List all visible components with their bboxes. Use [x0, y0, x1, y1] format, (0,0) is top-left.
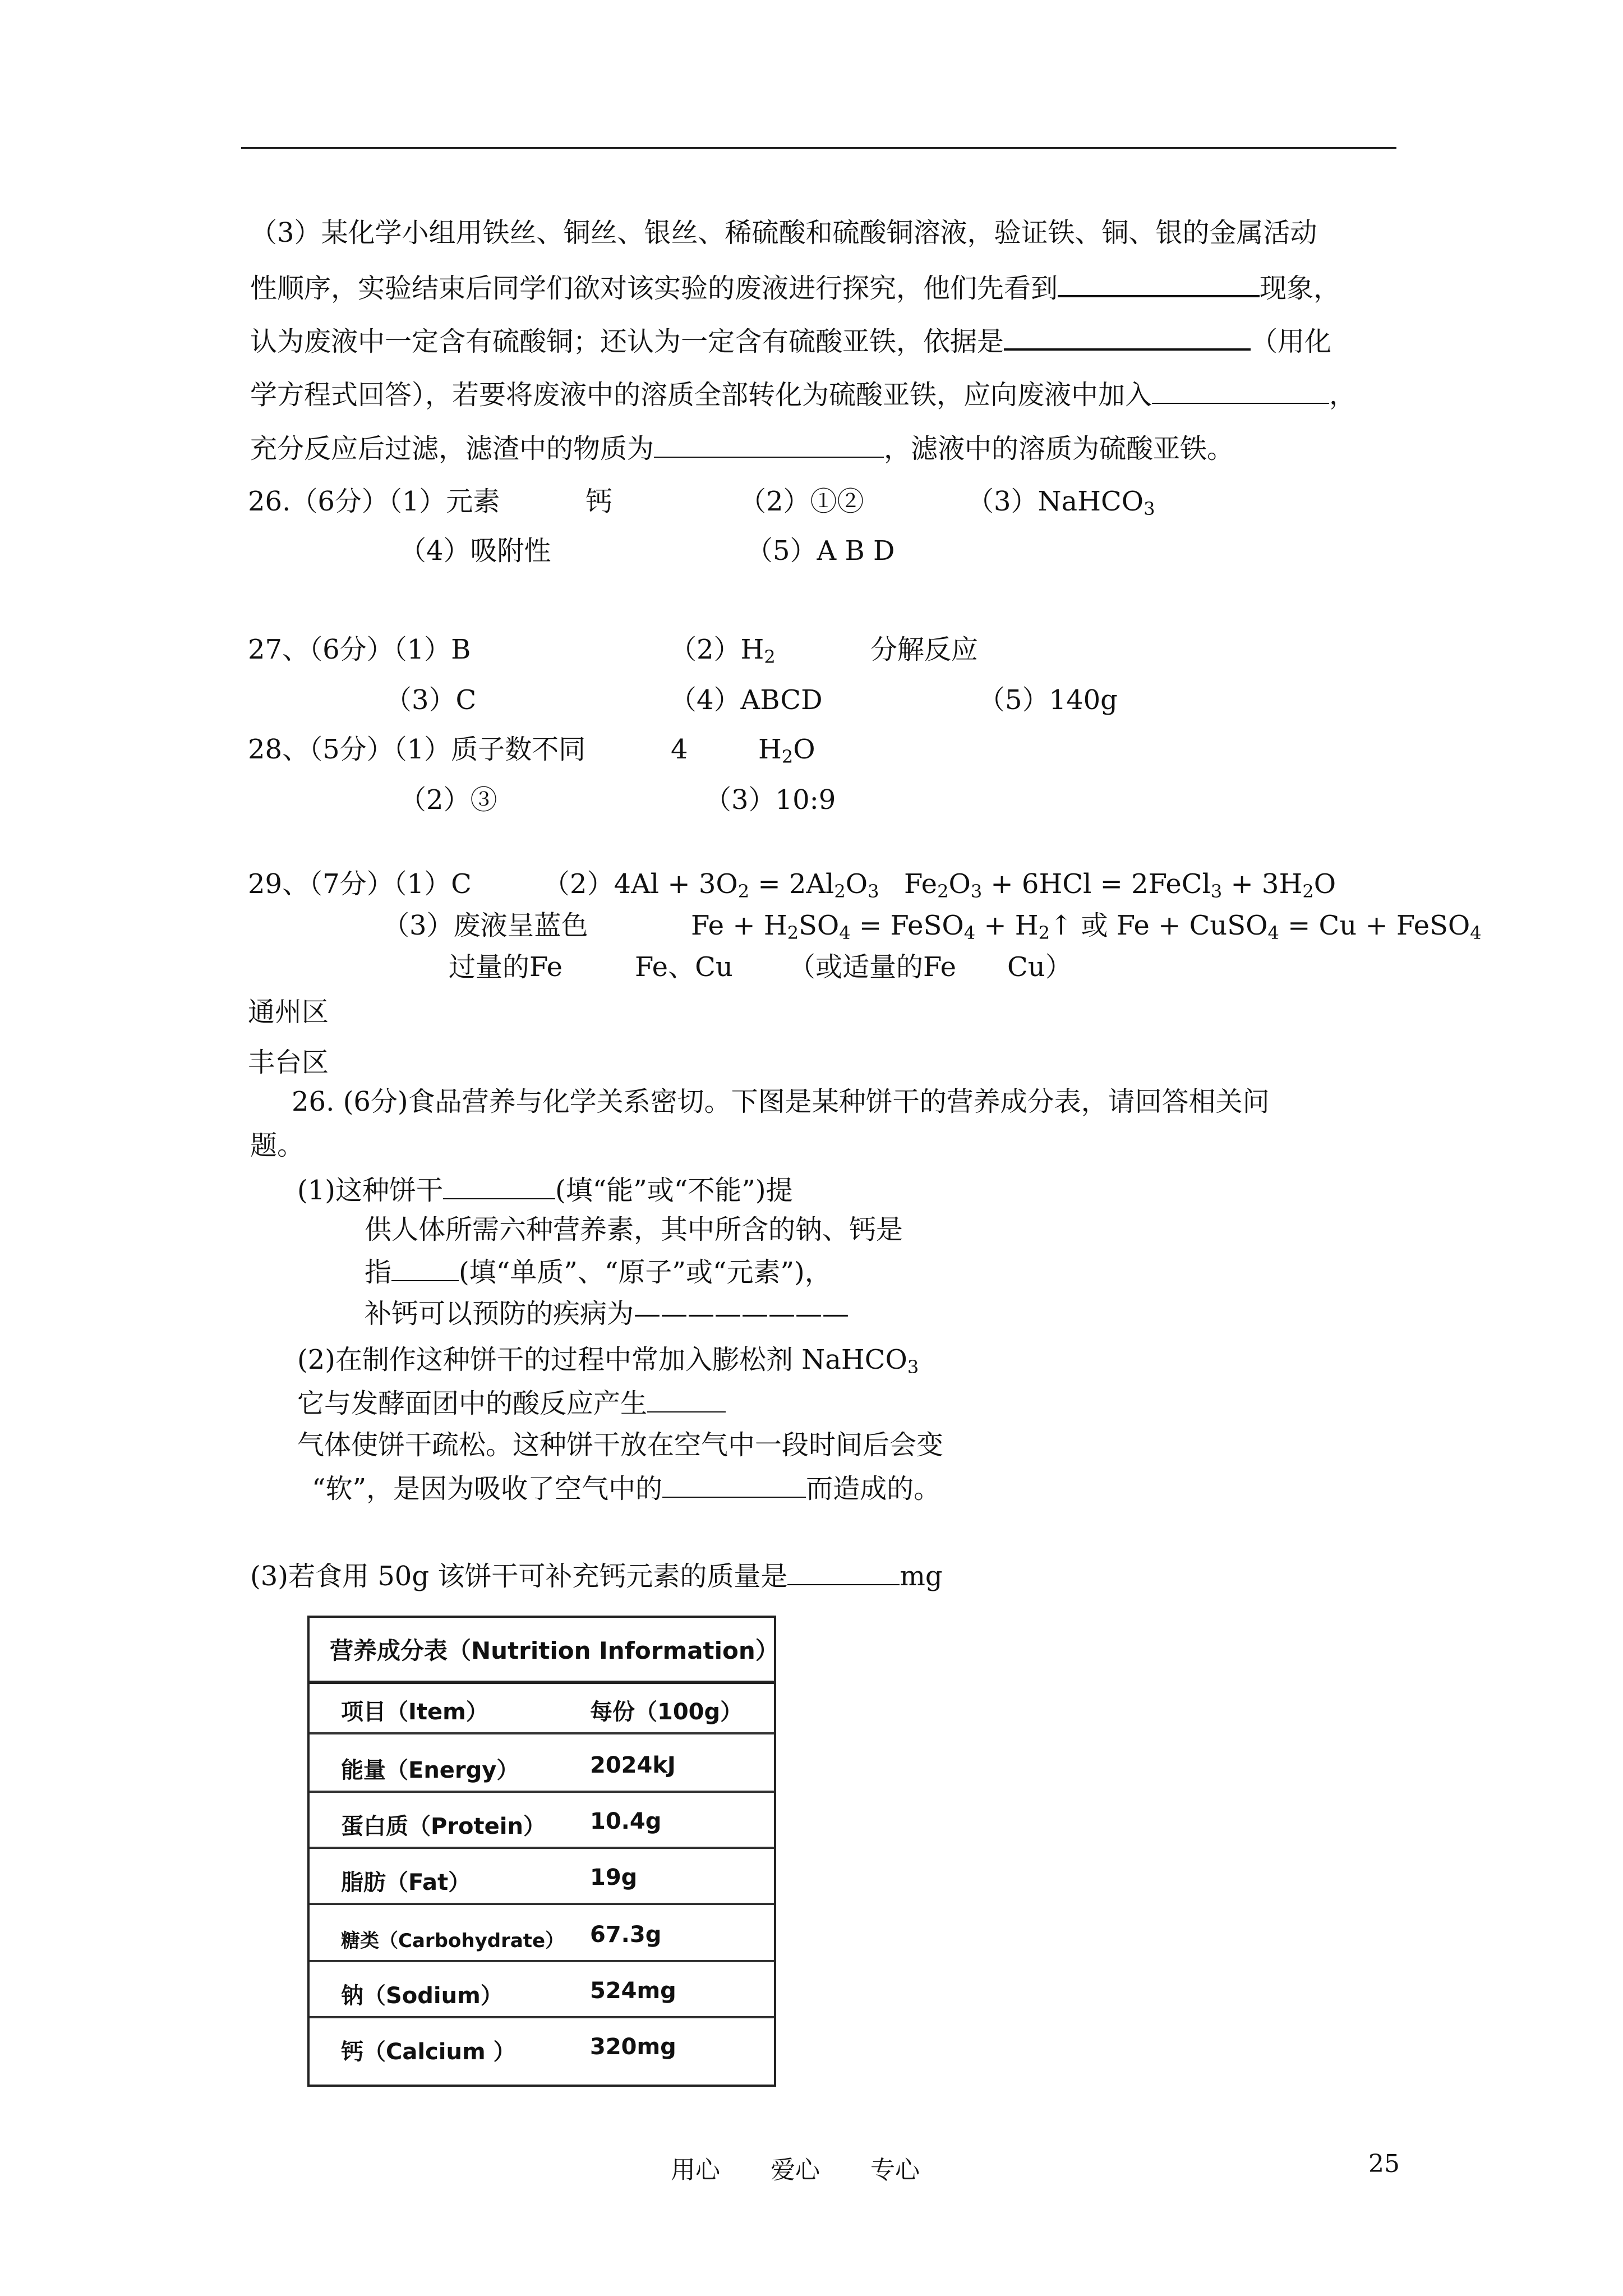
row-label: 项目（Item） — [341, 1699, 488, 1725]
row-label: 蛋白质（Protein） — [341, 1814, 546, 1839]
ans29-d3: （或适量的Fe — [789, 951, 957, 983]
answer-blank[interactable] — [662, 1471, 806, 1498]
nutrition-table — [307, 1616, 779, 2087]
q26-p1-line-3: 指 (填“单质”、“原子”或“元素”)， — [365, 1254, 832, 1289]
ans27-a4: （4）ABCD — [670, 684, 823, 716]
part3-line-4: 学方程式回答），若要将废液中的溶质全部转化为硫酸亚铁，应向废液中加入 ， — [250, 377, 1356, 412]
ans26-a5: （5）A B D — [746, 535, 895, 567]
part3-line-1: （3）某化学小组用铁丝、铜丝、银丝、稀硫酸和硫酸铜溶液，验证铁、铜、银的金属活动 — [250, 217, 1317, 249]
row-value: 19g — [590, 1865, 638, 1890]
page-number: 25 — [1368, 2150, 1400, 2178]
ans29-a3: （3）废液呈蓝色 — [382, 910, 588, 941]
ans27-a3: （3）C — [385, 684, 477, 716]
nutrition-table-title: 营养成分表（Nutrition Information） — [310, 1618, 774, 1684]
q26-line-2: 题。 — [250, 1130, 305, 1161]
ans29-d4: Cu） — [1007, 951, 1072, 983]
table-row — [310, 1684, 774, 1734]
ans29-d2: Fe、Cu — [635, 951, 733, 983]
answer-blank[interactable] — [1058, 269, 1260, 297]
part3-line-3: 认为废液中一定含有硫酸铜；还认为一定含有硫酸亚铁，依据是 （用化 — [250, 323, 1331, 358]
row-value: 67.3g — [590, 1922, 662, 1948]
ans28-a3: （3）10:9 — [704, 784, 836, 816]
q26-p3: (3)若食用 50g 该饼干可补充钙元素的质量是 mg — [250, 1558, 943, 1593]
row-value: 2024kJ — [590, 1752, 676, 1778]
row-value: 320mg — [590, 2034, 676, 2060]
footer-motto-2: 爱心 — [771, 2156, 820, 2184]
row-label: 能量（Energy） — [341, 1757, 519, 1783]
q26-p1-line-4: 补钙可以预防的疾病为———————— — [365, 1298, 850, 1329]
ans26-head: 26.（6分）（1）元素 — [248, 486, 500, 517]
q26-p1-line-2: 供人体所需六种营养素，其中所含的钠、钙是 — [365, 1214, 903, 1245]
table-row — [310, 1798, 774, 1849]
row-label: 钠（Sodium） — [341, 1983, 503, 2009]
row-label: 钙（Calcium ） — [341, 2039, 516, 2065]
row-value: 10.4g — [590, 1809, 662, 1834]
row-label: 脂肪（Fat） — [341, 1870, 471, 1895]
table-row — [310, 1742, 774, 1793]
ans29-a2-eq1: $(2)4Al + 3O_2 = 2Al_2O_3$ — [543, 868, 879, 902]
ans26-a3: （3）NaHCO$_3$ — [967, 486, 1155, 519]
ans28-head: 28、（5分）（1）质子数不同 — [248, 734, 586, 765]
q26-p2-line-3: 气体使饼干疏松。这种饼干放在空气中一段时间后会变 — [297, 1429, 944, 1461]
footer-motto-1: 用心 — [671, 2156, 720, 2184]
row-value: 每份（100g） — [590, 1699, 743, 1725]
answer-blank[interactable] — [391, 1254, 459, 1281]
ans29-d1: 过量的Fe — [449, 951, 563, 983]
ans29-head: 29、（7分）（1）C — [248, 868, 472, 900]
answer-blank[interactable] — [647, 1386, 726, 1412]
ans29-a2-eq2: $Fe_2O_3 + 6HCl$ = 2FeCl$_3$ + $3H_2O$ — [904, 868, 1336, 902]
answer-blank[interactable] — [1004, 323, 1251, 351]
table-row — [310, 1912, 774, 1962]
header-rule — [241, 147, 1396, 149]
ans27-a5: （5）140g — [978, 684, 1118, 716]
q26-p2-line-2: 它与发酵面团中的酸反应产生 — [297, 1386, 726, 1420]
answer-blank[interactable] — [443, 1172, 555, 1199]
footer-motto-3: 专心 — [870, 2156, 920, 2184]
ans28-a1c: $H_2O$ — [758, 734, 815, 767]
q26-line-1: 26. (6分)食品营养与化学关系密切。下图是某种饼干的营养成分表，请回答相关问 — [292, 1086, 1270, 1117]
district-tongzhou: 通州区 — [248, 996, 329, 1028]
answer-blank[interactable] — [787, 1558, 900, 1585]
answer-blank[interactable] — [1152, 377, 1329, 404]
ans27-a2b: 分解反应 — [870, 634, 979, 665]
table-row — [310, 2024, 774, 2074]
ans27-a2: $(2)H_2$ — [670, 634, 776, 668]
district-fengtai: 丰台区 — [248, 1047, 329, 1078]
answer-blank[interactable] — [654, 431, 884, 458]
q26-p2-line-4: “软”，是因为吸收了空气中的 而造成的。 — [312, 1471, 940, 1506]
table-row — [310, 1968, 774, 2018]
ans26-a4: （4）吸附性 — [399, 535, 551, 567]
part3-line-2: 性顺序，实验结束后同学们欲对该实验的废液进行探究，他们先看到 现象， — [250, 269, 1340, 305]
q26-p1-line-1: (1)这种饼干 (填“能”或“不能”)提 — [297, 1172, 793, 1207]
ans28-a2: （2）③ — [399, 784, 497, 816]
ans26-a2: （2）①② — [739, 486, 864, 517]
table-row — [310, 1855, 774, 1905]
part3-line-5: 充分反应后过滤，滤渣中的物质为 ，滤液中的溶质为硫酸亚铁。 — [250, 431, 1234, 466]
q26-p2-line-1: (2)在制作这种饼干的过程中常加入膨松剂 NaHCO$_3$ — [297, 1344, 919, 1378]
row-label: 糖类（Carbohydrate） — [341, 1930, 565, 1952]
ans29-a3-eq: $Fe + H_2SO_4$ = FeSO$_4$ + $H_2↑$ 或 Fe + CuSO$_4$ = Cu + FeSO$_4$ — [691, 910, 1482, 944]
ans28-a1b: 4 — [671, 734, 688, 765]
row-value: 524mg — [590, 1978, 676, 2004]
ans26-a1b: 钙 — [585, 486, 613, 517]
ans27-head: 27、（6分）（1）B — [248, 634, 471, 665]
